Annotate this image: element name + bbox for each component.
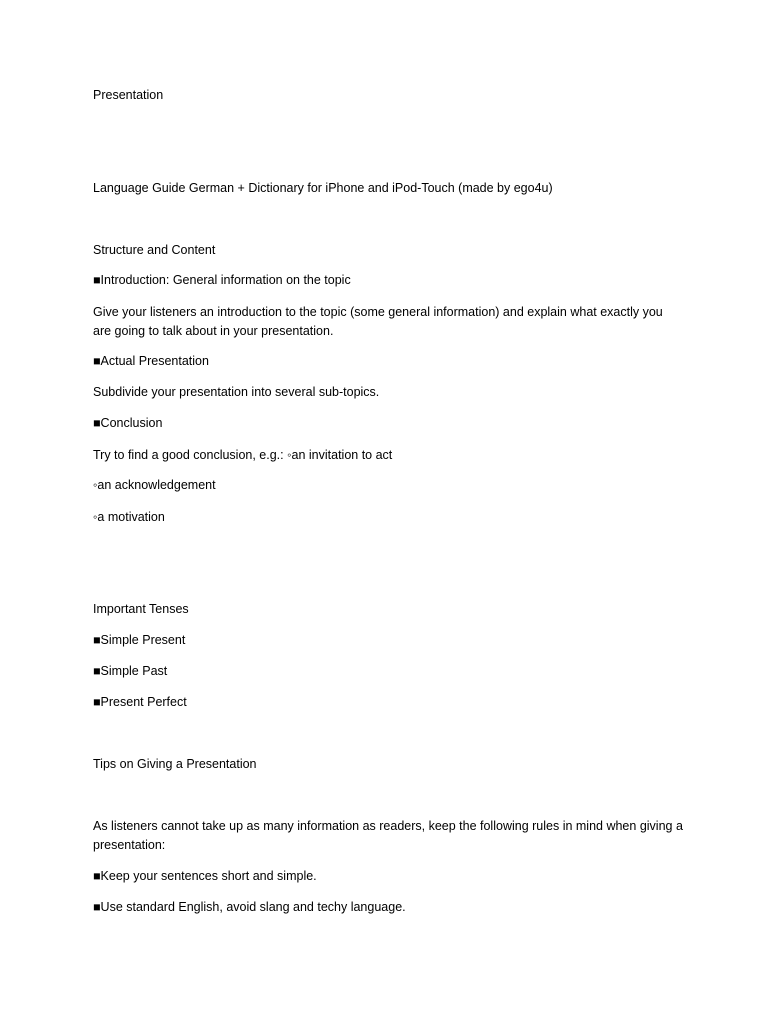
paragraph-introduction: Give your listeners an introduction to the topic (some general information) and explain what exactly you are going to talk about in your presentation.: [93, 305, 663, 338]
list-item-standard-english: ■Use standard English, avoid slang and techy language.: [93, 900, 406, 914]
paragraph-conclusion: Try to find a good conclusion, e.g.: ◦an invitation to act: [93, 448, 393, 462]
list-item-short-sentences: ■Keep your sentences short and simple.: [93, 869, 317, 883]
list-item-conclusion: ■Conclusion: [93, 416, 163, 430]
section-heading-structure: Structure and Content: [93, 243, 216, 257]
sub-bullet-acknowledgement: ◦an acknowledgement: [93, 478, 216, 492]
sub-bullet-motivation: ◦a motivation: [93, 510, 165, 524]
document-subtitle: Language Guide German + Dictionary for iPhone and iPod-Touch (made by ego4u): [93, 181, 553, 195]
section-heading-tenses: Important Tenses: [93, 602, 189, 616]
list-item-simple-present: ■Simple Present: [93, 633, 186, 647]
section-heading-tips: Tips on Giving a Presentation: [93, 757, 257, 771]
document-title: Presentation: [93, 88, 164, 102]
paragraph-actual-presentation: Subdivide your presentation into several sub-topics.: [93, 385, 380, 399]
list-item-simple-past: ■Simple Past: [93, 664, 168, 678]
list-item-actual-presentation: ■Actual Presentation: [93, 354, 209, 368]
paragraph-tips-intro: As listeners cannot take up as many information as readers, keep the following rules in mind when giving a presentation:: [93, 819, 683, 852]
list-item-present-perfect: ■Present Perfect: [93, 695, 187, 709]
list-item-introduction: ■Introduction: General information on the topic: [93, 273, 351, 287]
